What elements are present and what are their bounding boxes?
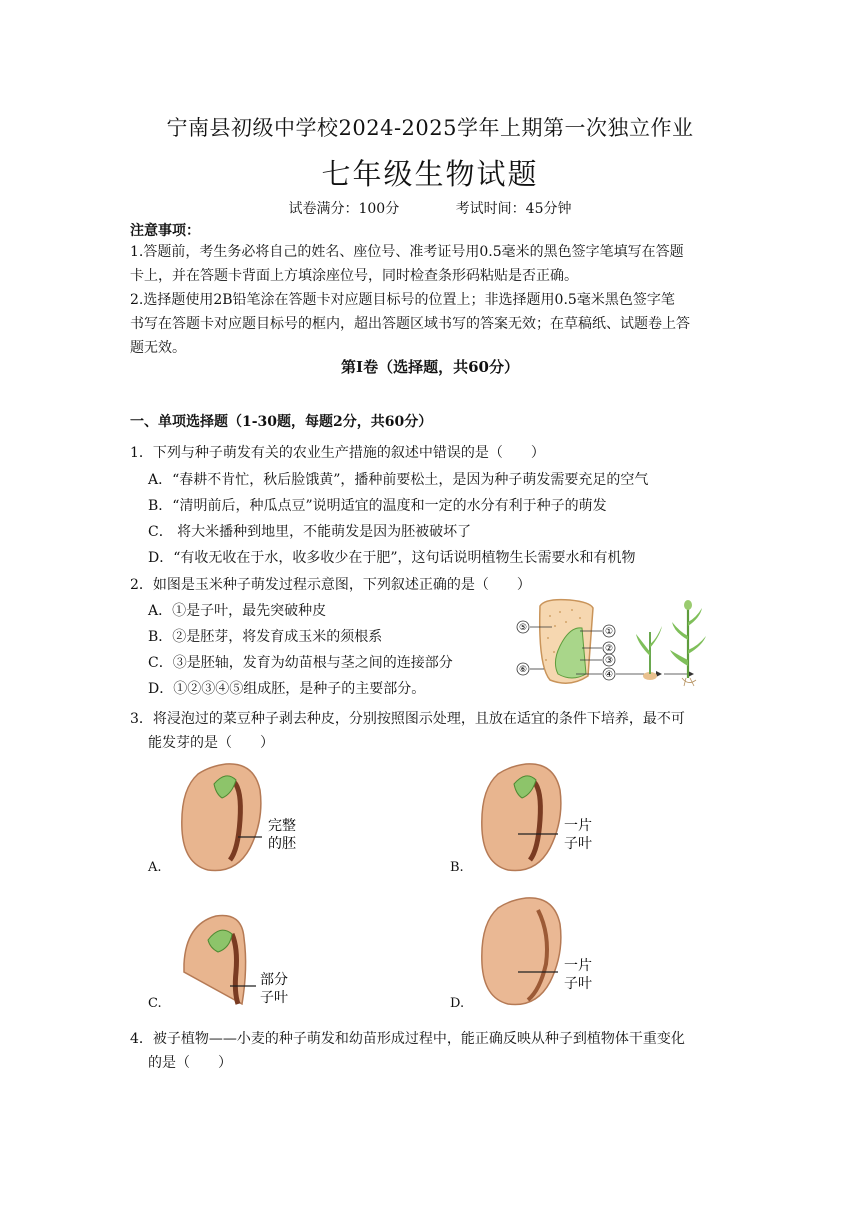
fig-label-5: ⑤: [518, 623, 528, 633]
notice-item-1-line-1: 1.答题前，考生务必将自己的姓名、座位号、准考证号用0.5毫米的黑色签字笔填写在答题: [130, 244, 684, 260]
full-score: 试卷满分：100分: [288, 201, 400, 217]
seedling-1-leaf-right: [650, 626, 662, 648]
q3-option-d: D.: [450, 996, 465, 1011]
notice-item-2-line-2: 书写在答题卡对应题目标号的框内，超出答题区域书写的答案无效；在草稿纸、试题卷上答: [130, 316, 690, 332]
bean-a-label-1: 完整: [268, 818, 296, 834]
bean-c-label-2: 子叶: [260, 990, 288, 1006]
q3-stem-line-1: 3．将浸泡过的菜豆种子剥去种皮，分别按照图示处理，且放在适宜的条件下培养，最不可: [130, 711, 685, 727]
fig-label-3: ③: [604, 656, 614, 666]
part-heading: 一、单项选择题（1-30题，每题2分，共60分）: [130, 414, 433, 430]
exam-subject: 七年级生物试题: [321, 157, 539, 191]
bean-b-label-1: 一片: [564, 818, 592, 834]
q1-option-b: B．“清明前后，种瓜点豆”说明适宜的温度和一定的水分有利于种子的萌发: [148, 498, 607, 514]
seedling-2-leaf-3: [672, 622, 688, 640]
bean-c-label-1: 部分: [260, 972, 288, 988]
exam-time: 考试时间：45分钟: [455, 201, 572, 217]
bean-figure-c: [180, 908, 320, 1018]
seedling-2-leaf-2: [688, 636, 706, 654]
bean-figure-a: [178, 760, 318, 878]
q3-option-a: A.: [148, 860, 162, 875]
fig-label-2: ②: [604, 644, 614, 654]
section-title: 第Ⅰ卷（选择题，共60分）: [341, 358, 519, 376]
bean-d-cotyledon: [482, 898, 561, 1005]
q2-option-b: B．②是胚芽，将发育成玉米的须根系: [148, 629, 383, 645]
q3-stem-line-2: 能发芽的是（ ）: [148, 735, 274, 751]
q2-option-c: C．③是胚轴，发育为幼苗根与茎之间的连接部分: [148, 655, 453, 671]
exam-meta: [0, 198, 860, 218]
q3-option-c: C.: [148, 996, 162, 1011]
notice-heading: 注意事项：: [130, 223, 200, 239]
bean-d-label-1: 一片: [564, 958, 592, 974]
q1-option-d: D．“有收无收在于水，收多收少在于肥”，这句话说明植物生长需要水和有机物: [148, 550, 636, 566]
q2-stem: 2．如图是玉米种子萌发过程示意图，下列叙述正确的是（ ）: [130, 577, 531, 593]
fig-label-1: ①: [604, 627, 614, 637]
q1-option-c: C． 将大米播种到地里，不能萌发是因为胚被破坏了: [148, 524, 472, 540]
bean-figure-b: [478, 760, 618, 878]
bean-figure-d: [478, 894, 618, 1012]
seedling-1-leaf-left: [636, 634, 650, 656]
notice-item-2-line-3: 题无效。: [130, 340, 186, 356]
seedling-2-tip: [684, 600, 692, 610]
seedling-2-leaf-4: [688, 608, 702, 626]
q3-option-b: B.: [450, 860, 464, 875]
q2-option-a: A．①是子叶，最先突破种皮: [148, 603, 327, 619]
q4-stem-line-2: 的是（ ）: [148, 1055, 232, 1071]
fig-label-4: ④: [604, 670, 614, 680]
seedling-2-roots: [682, 678, 696, 686]
q1-stem: 1．下列与种子萌发有关的农业生产措施的叙述中错误的是（ ）: [130, 445, 545, 461]
bean-d-label-2: 子叶: [564, 976, 592, 992]
bean-a-label-2: 的胚: [268, 836, 296, 852]
q2-option-d: D．①②③④⑤组成胚，是种子的主要部分。: [148, 681, 426, 697]
corn-germination-figure: [510, 596, 715, 688]
bean-b-label-2: 子叶: [564, 836, 592, 852]
seedling-2-leaf-1: [670, 650, 688, 666]
q1-option-a: A．“春耕不肯忙，秋后脸饿黄”，播种前要松土，是因为种子萌发需要充足的空气: [148, 472, 649, 488]
fig-label-6: ⑥: [518, 665, 528, 675]
q4-stem-line-1: 4．被子植物——小麦的种子萌发和幼苗形成过程中，能正确反映从种子到植物体干重变化: [130, 1031, 685, 1047]
notice-item-2-line-1: 2.选择题使用2B铅笔涂在答题卡对应题目标号的位置上；非选择题用0.5毫米黑色签字笔: [130, 292, 675, 308]
exam-title: 宁南县初级中学校2024-2025学年上期第一次独立作业: [166, 116, 694, 140]
notice-item-1-line-2: 卡上，并在答题卡背面上方填涂座位号，同时检查条形码粘贴是否正确。: [130, 268, 578, 284]
